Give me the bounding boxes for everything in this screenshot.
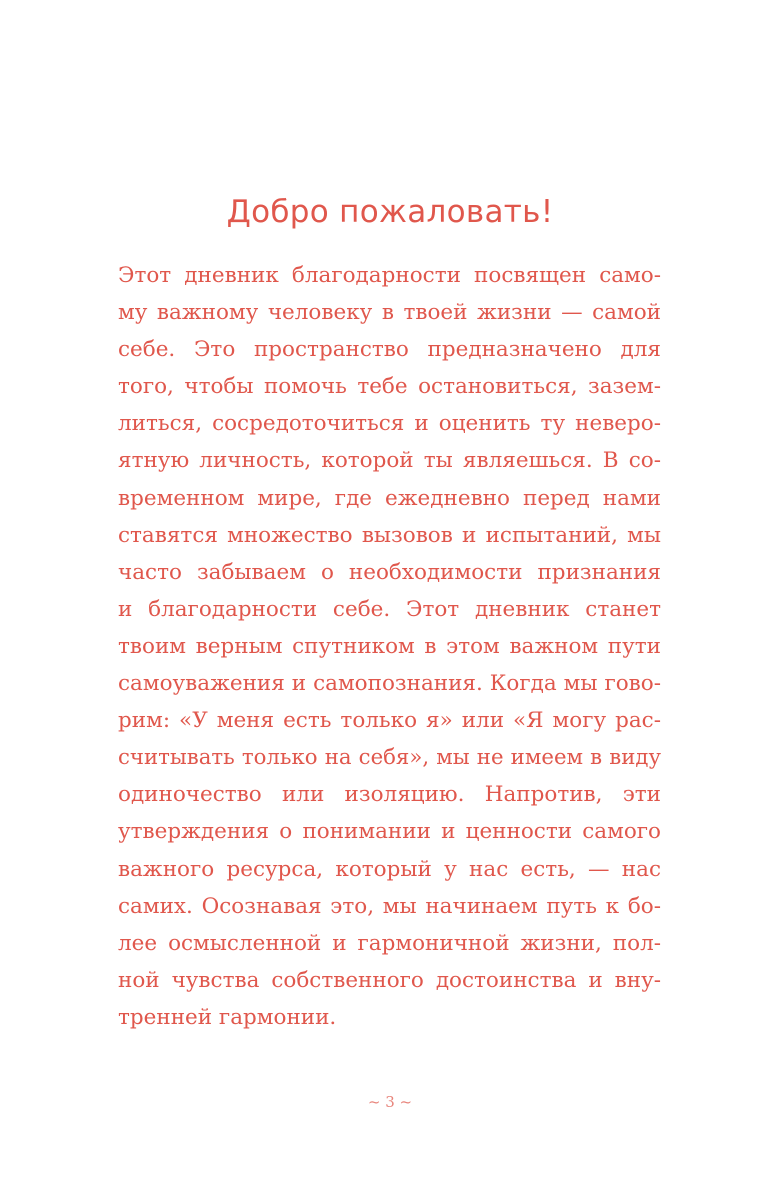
paragraph-line: и благодарности себе. Этот дневник станет — [118, 596, 661, 622]
paragraph-line: утверждения о понимании и ценности самого — [118, 819, 661, 845]
paragraph-line: литься, сосредоточиться и оценить ту неверо- — [118, 411, 661, 437]
paragraph-line: самоуважения и самопознания. Когда мы гово- — [118, 671, 661, 697]
paragraph-line: ной чувства собственного достоинства и вну- — [118, 967, 661, 993]
paragraph-line: Этот дневник благодарности посвящен само- — [118, 263, 661, 288]
paragraph-line: считывать только на себя», мы не имеем в виду — [118, 745, 661, 771]
paragraph-line: ставятся множество вызовов и испытаний, мы — [118, 522, 661, 548]
paragraph-line: му важному человеку в твоей жизни — самой — [118, 300, 661, 326]
paragraph-line: временном мире, где ежедневно перед нами — [118, 485, 661, 511]
page-title: Добро пожаловать! — [226, 194, 554, 230]
paragraph-line: твоим верным спутником в этом важном пути — [118, 633, 661, 659]
paragraph-line: рим: «У меня есть только я» или «Я могу рас- — [118, 708, 661, 734]
paragraph-line: лее осмысленной и гармоничной жизни, пол- — [118, 930, 661, 956]
paragraph-line: самих. Осознавая это, мы начинаем путь к бо- — [118, 893, 661, 919]
paragraph-line: важного ресурса, который у нас есть, — нас — [118, 856, 661, 882]
paragraph-line: тренней гармонии. — [118, 1004, 337, 1030]
paragraph-line: ятную личность, которой ты являешься. В со- — [118, 448, 661, 474]
paragraph-line: одиночество или изоляцию. Напротив, эти — [118, 782, 661, 808]
paragraph-line: часто забываем о необходимости признания — [118, 559, 661, 585]
paragraph-line: того, чтобы помочь тебе остановиться, зазем- — [118, 374, 661, 400]
body-paragraph — [118, 257, 661, 1036]
paragraph-line: себе. Это пространство предназначено для — [118, 337, 661, 363]
page-number: ~ 3 ~ — [367, 1093, 413, 1111]
